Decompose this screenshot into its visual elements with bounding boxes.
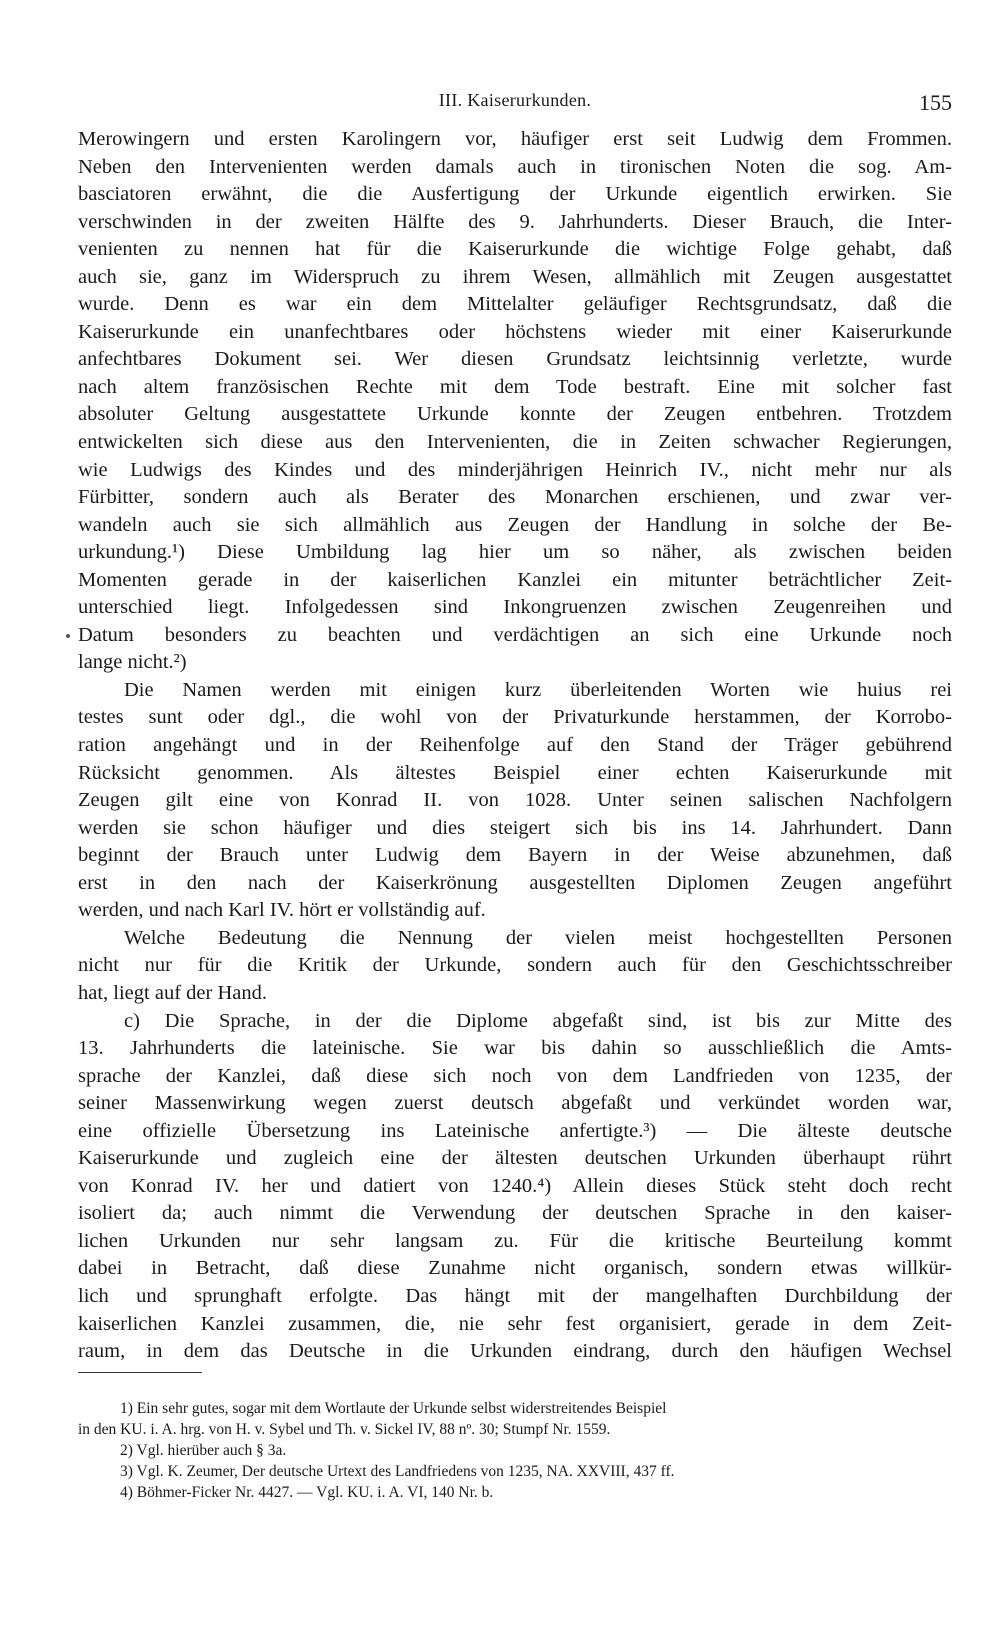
text-line: wie Ludwigs des Kindes und des minderjährigen Heinrich IV., nicht mehr nur als — [78, 458, 952, 481]
text-line: eine offizielle Übersetzung ins Lateinische anfertigte.³) — Die älteste deutsche — [78, 1119, 952, 1142]
footnote-line: in den KU. i. A. hrg. von H. v. Sybel und Th. v. Sickel IV, 88 nº. 30; Stumpf Nr. 1559. — [78, 1421, 611, 1438]
text-line: Merowingern und ersten Karolingern vor, häufiger erst seit Ludwig dem Frommen. — [78, 128, 952, 150]
text-line: basciatoren erwähnt, die die Ausfertigung der Urkunde eigentlich erwirken. Sie — [78, 183, 952, 206]
text-line: Momenten gerade in der kaiserlichen Kanzlei ein mitunter beträchtlicher Zeit- — [78, 568, 952, 591]
text-line: lange nicht.²) — [78, 651, 187, 674]
text-line: lichen Urkunden nur sehr langsam zu. Für die kritische Beurteilung kommt — [78, 1229, 952, 1252]
text-line: absoluter Geltung ausgestattete Urkunde konnte der Zeugen entbehren. Trotzdem — [78, 403, 952, 426]
text-line: lich und sprunghaft erfolgte. Das hängt mit der mangelhaften Durchbildung der — [78, 1284, 952, 1307]
text-line: Die Namen werden mit einigen kurz überleitenden Worten wie huius rei — [124, 678, 952, 701]
text-line: erst in den nach der Kaiserkrönung ausgestellten Diplomen Zeugen angeführt — [78, 871, 952, 894]
text-line: beginnt der Brauch unter Ludwig dem Bayern in der Weise abzunehmen, daß — [78, 844, 952, 867]
text-line: kaiserlichen Kanzlei zusammen, die, nie sehr fest organisiert, gerade in dem Zeit- — [78, 1312, 952, 1335]
footnote-line: 1) Ein sehr gutes, sogar mit dem Wortlaute der Urkunde selbst widerstreitendes Beispiel — [120, 1400, 667, 1417]
text-line: Zeugen gilt eine von Konrad II. von 1028. Unter seinen salischen Nachfolgern — [78, 789, 952, 812]
text-line: Neben den Intervenienten werden damals auch in tironischen Noten die sog. Am- — [78, 155, 952, 178]
footnotes — [78, 1398, 918, 1503]
text-line: hat, liegt auf der Hand. — [78, 981, 267, 1004]
text-line: anfechtbares Dokument sei. Wer diesen Grundsatz leichtsinnig verletzte, wurde — [78, 348, 952, 371]
text-line: werden, und nach Karl IV. hört er vollständig auf. — [78, 899, 486, 922]
text-line: sprache der Kanzlei, daß diese sich noch von dem Landfrieden von 1235, der — [78, 1064, 952, 1087]
text-line: ration angehängt und in der Reihenfolge auf den Stand der Träger gebührend — [78, 734, 952, 757]
text-line: von Konrad IV. her und datiert von 1240.⁴) Allein dieses Stück steht doch recht — [78, 1174, 952, 1197]
text-line: Rücksicht genommen. Als ältestes Beispiel einer echten Kaiserurkunde mit — [78, 761, 952, 784]
text-line: wandeln auch sie sich allmählich aus Zeugen der Handlung in solche der Be- — [78, 513, 952, 536]
footnote-divider — [78, 1372, 202, 1373]
text-line: isoliert da; auch nimmt die Verwendung der deutschen Sprache in den kaiser- — [78, 1202, 952, 1225]
text-line: nicht nur für die Kritik der Urkunde, sondern auch für den Geschichtsschreiber — [78, 954, 952, 977]
page-number: 155 — [919, 90, 952, 115]
text-line: testes sunt oder dgl., die wohl von der Privaturkunde herstammen, der Korrobo- — [78, 706, 952, 729]
footnote-line: 3) Vgl. K. Zeumer, Der deutsche Urtext des Landfriedens von 1235, NA. XXVIII, 437 ff. — [120, 1463, 675, 1480]
text-line: entwickelten sich diese aus den Intervenienten, die in Zeiten schwacher Regierungen, — [78, 431, 952, 454]
text-line: nach altem französischen Rechte mit dem Tode bestraft. Eine mit solcher fast — [78, 375, 952, 398]
text-line: Kaiserurkunde und zugleich eine der ältesten deutschen Urkunden überhaupt rührt — [78, 1147, 952, 1170]
margin-mark — [66, 634, 70, 638]
text-line: seiner Massenwirkung wegen zuerst deutsch abgefaßt und verkündet worden war, — [78, 1092, 952, 1115]
running-title: III. Kaiserurkunden. — [438, 90, 592, 110]
running-header — [78, 88, 952, 120]
text-line: Datum besonders zu beachten und verdächtigen an sich eine Urkunde noch — [78, 623, 952, 646]
text-line: Kaiserurkunde ein unanfechtbares oder höchstens wieder mit einer Kaiserurkunde — [78, 320, 952, 343]
text-line: 13. Jahrhunderts die lateinische. Sie war bis dahin so ausschließlich die Amts- — [78, 1037, 952, 1060]
text-line: werden sie schon häufiger und dies steigert sich bis ins 14. Jahrhundert. Dann — [78, 816, 952, 839]
footnote-line: 2) Vgl. hierüber auch § 3a. — [120, 1442, 287, 1459]
text-line: venienten zu nennen hat für die Kaiserurkunde die wichtige Folge gehabt, daß — [78, 238, 952, 261]
footnote-line: 4) Böhmer-Ficker Nr. 4427. — Vgl. KU. i. A. VI, 140 Nr. b. — [120, 1484, 494, 1501]
text-line: auch sie, ganz im Widerspruch zu ihrem Wesen, allmählich mit Zeugen ausgestattet — [78, 265, 952, 288]
text-line: raum, in dem das Deutsche in die Urkunden eindrang, durch den häufigen Wechsel — [78, 1340, 952, 1363]
text-line: dabei in Betracht, daß diese Zunahme nicht organisch, sondern etwas willkür- — [78, 1257, 952, 1280]
text-line: verschwinden in der zweiten Hälfte des 9. Jahrhunderts. Dieser Brauch, die Inter- — [78, 210, 952, 233]
text-line: urkundung.¹) Diese Umbildung lag hier um so näher, als zwischen beiden — [78, 541, 952, 564]
text-line: Welche Bedeutung die Nennung der vielen meist hochgestellten Personen — [124, 926, 952, 949]
main-text — [78, 126, 952, 1366]
text-line: Fürbitter, sondern auch als Berater des Monarchen erschienen, und zwar ver- — [78, 486, 952, 509]
text-line: unterschied liegt. Infolgedessen sind Inkongruenzen zwischen Zeugenreihen und — [78, 596, 952, 619]
text-line: wurde. Denn es war ein dem Mittelalter geläufiger Rechtsgrundsatz, daß die — [78, 293, 952, 316]
text-line: c) Die Sprache, in der die Diplome abgefaßt sind, ist bis zur Mitte des — [124, 1009, 952, 1032]
